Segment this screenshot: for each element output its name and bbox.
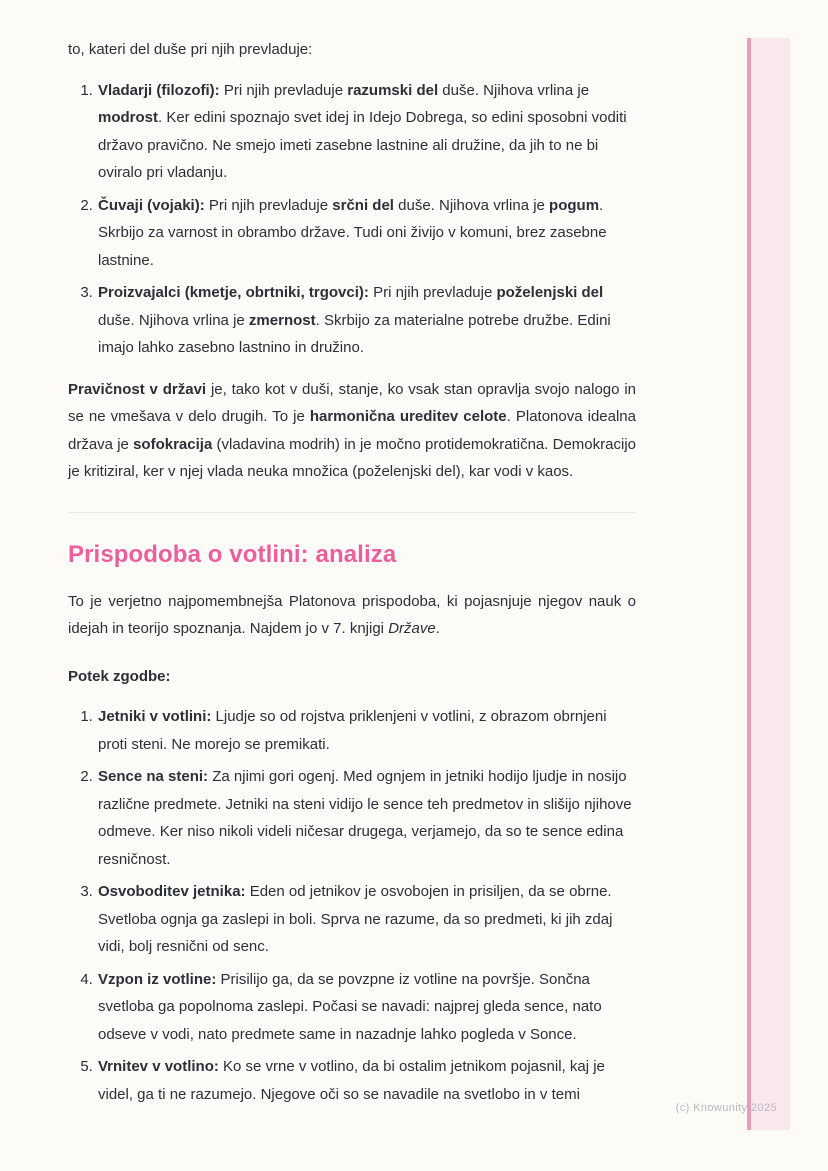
page-edge-strip [747,38,790,1130]
list-item: 3. Osvoboditev jetnika: Eden od jetnikov je osvobojen in prisiljen, da se obrne. Svetloba ognja ga zaslepi in boli. Sprva ne razume, da so predmeti, ki jih zdaj vidi, bolj resnični od senc. [97,878,636,961]
document-content [68,36,636,1122]
list-item: 4. Vzpon iz votline: Prisilijo ga, da se povzpne iz votline na površje. Sončna svetloba ga popolnoma zaslepi. Počasi se navadi: najprej gleda sence, nato odseve v vodi, nato predmete same in nazadnje lahko pogleda v Sonce. [97,966,636,1049]
justice-paragraph: Pravičnost v državi je, tako kot v duši, stanje, ko vsak stan opravlja svojo nalogo in se ne vmešava v delo drugih. To je harmonična ureditev celote. Platonova idealna država je sofokracija (vladavina modrih) in je močno protidemokratična. Demokracijo je kritiziral, ker v njej vlada neuka množica (poželenjski del), kar vodi v kaos. [68,380,636,480]
list-item: 1. Jetniki v votlini: Ljudje so od rojstva priklenjeni v votlini, z obrazom obrnjeni proti steni. Ne morejo se premikati. [97,703,636,758]
section-heading: Prispodoba o votlini: analiza [68,540,397,568]
list-item: 5. Vrnitev v votlino: Ko se vrne v votlino, da bi ostalim jetnikom pojasnil, kaj je videl, ga ti ne razumejo. Njegove oči so se navadile na svetlobo in v temi [97,1053,636,1108]
list-item: 2. Čuvaji (vojaki): Pri njih prevladuje srčni del duše. Njihova vrlina je pogum. Skrbijo za varnost in obrambo države. Tudi oni živijo v komuni, brez zasebne lastnine. [97,192,636,275]
list-item: 2. Sence na steni: Za njimi gori ogenj. Med ognjem in jetniki hodijo ljudje in nosijo različne predmete. Jetniki na steni vidijo le sence teh predmetov in slišijo njihove odmeve. Ker niso nikoli videli ničesar drugega, verjamejo, da so te sence edina resničnost. [97,763,636,873]
intro-line: to, kateri del duše pri njih prevladuje: [68,41,313,58]
social-classes-list [68,77,636,362]
section-divider [68,512,636,513]
section-intro-paragraph: To je verjetno najpomembnejša Platonova prispodoba, ki pojasnjuje njegov nauk o idejah in teorijo spoznanja. Najdem jo v 7. knjigi Države. [68,592,636,637]
story-subheading: Potek zgodbe: [68,667,171,685]
story-steps-list [68,703,636,1108]
list-item: 3. Proizvajalci (kmetje, obrtniki, trgovci): Pri njih prevladuje poželenjski del duše. Njihova vrlina je zmernost. Skrbijo za materialne potrebe družbe. Edini imajo lahko zasebno lastnino in družino. [97,279,636,362]
list-item: 1. Vladarji (filozofi): Pri njih prevladuje razumski del duše. Njihova vrlina je modrost. Ker edini spoznajo svet idej in Idejo Dobrega, so edini sposobni voditi državo pravično. Ne smejo imeti zasebne lastnine ali družine, da jih to ne bi oviralo pri vladanju. [97,77,636,187]
copyright-footer: (c) Knowunity 2025 [675,1102,777,1114]
